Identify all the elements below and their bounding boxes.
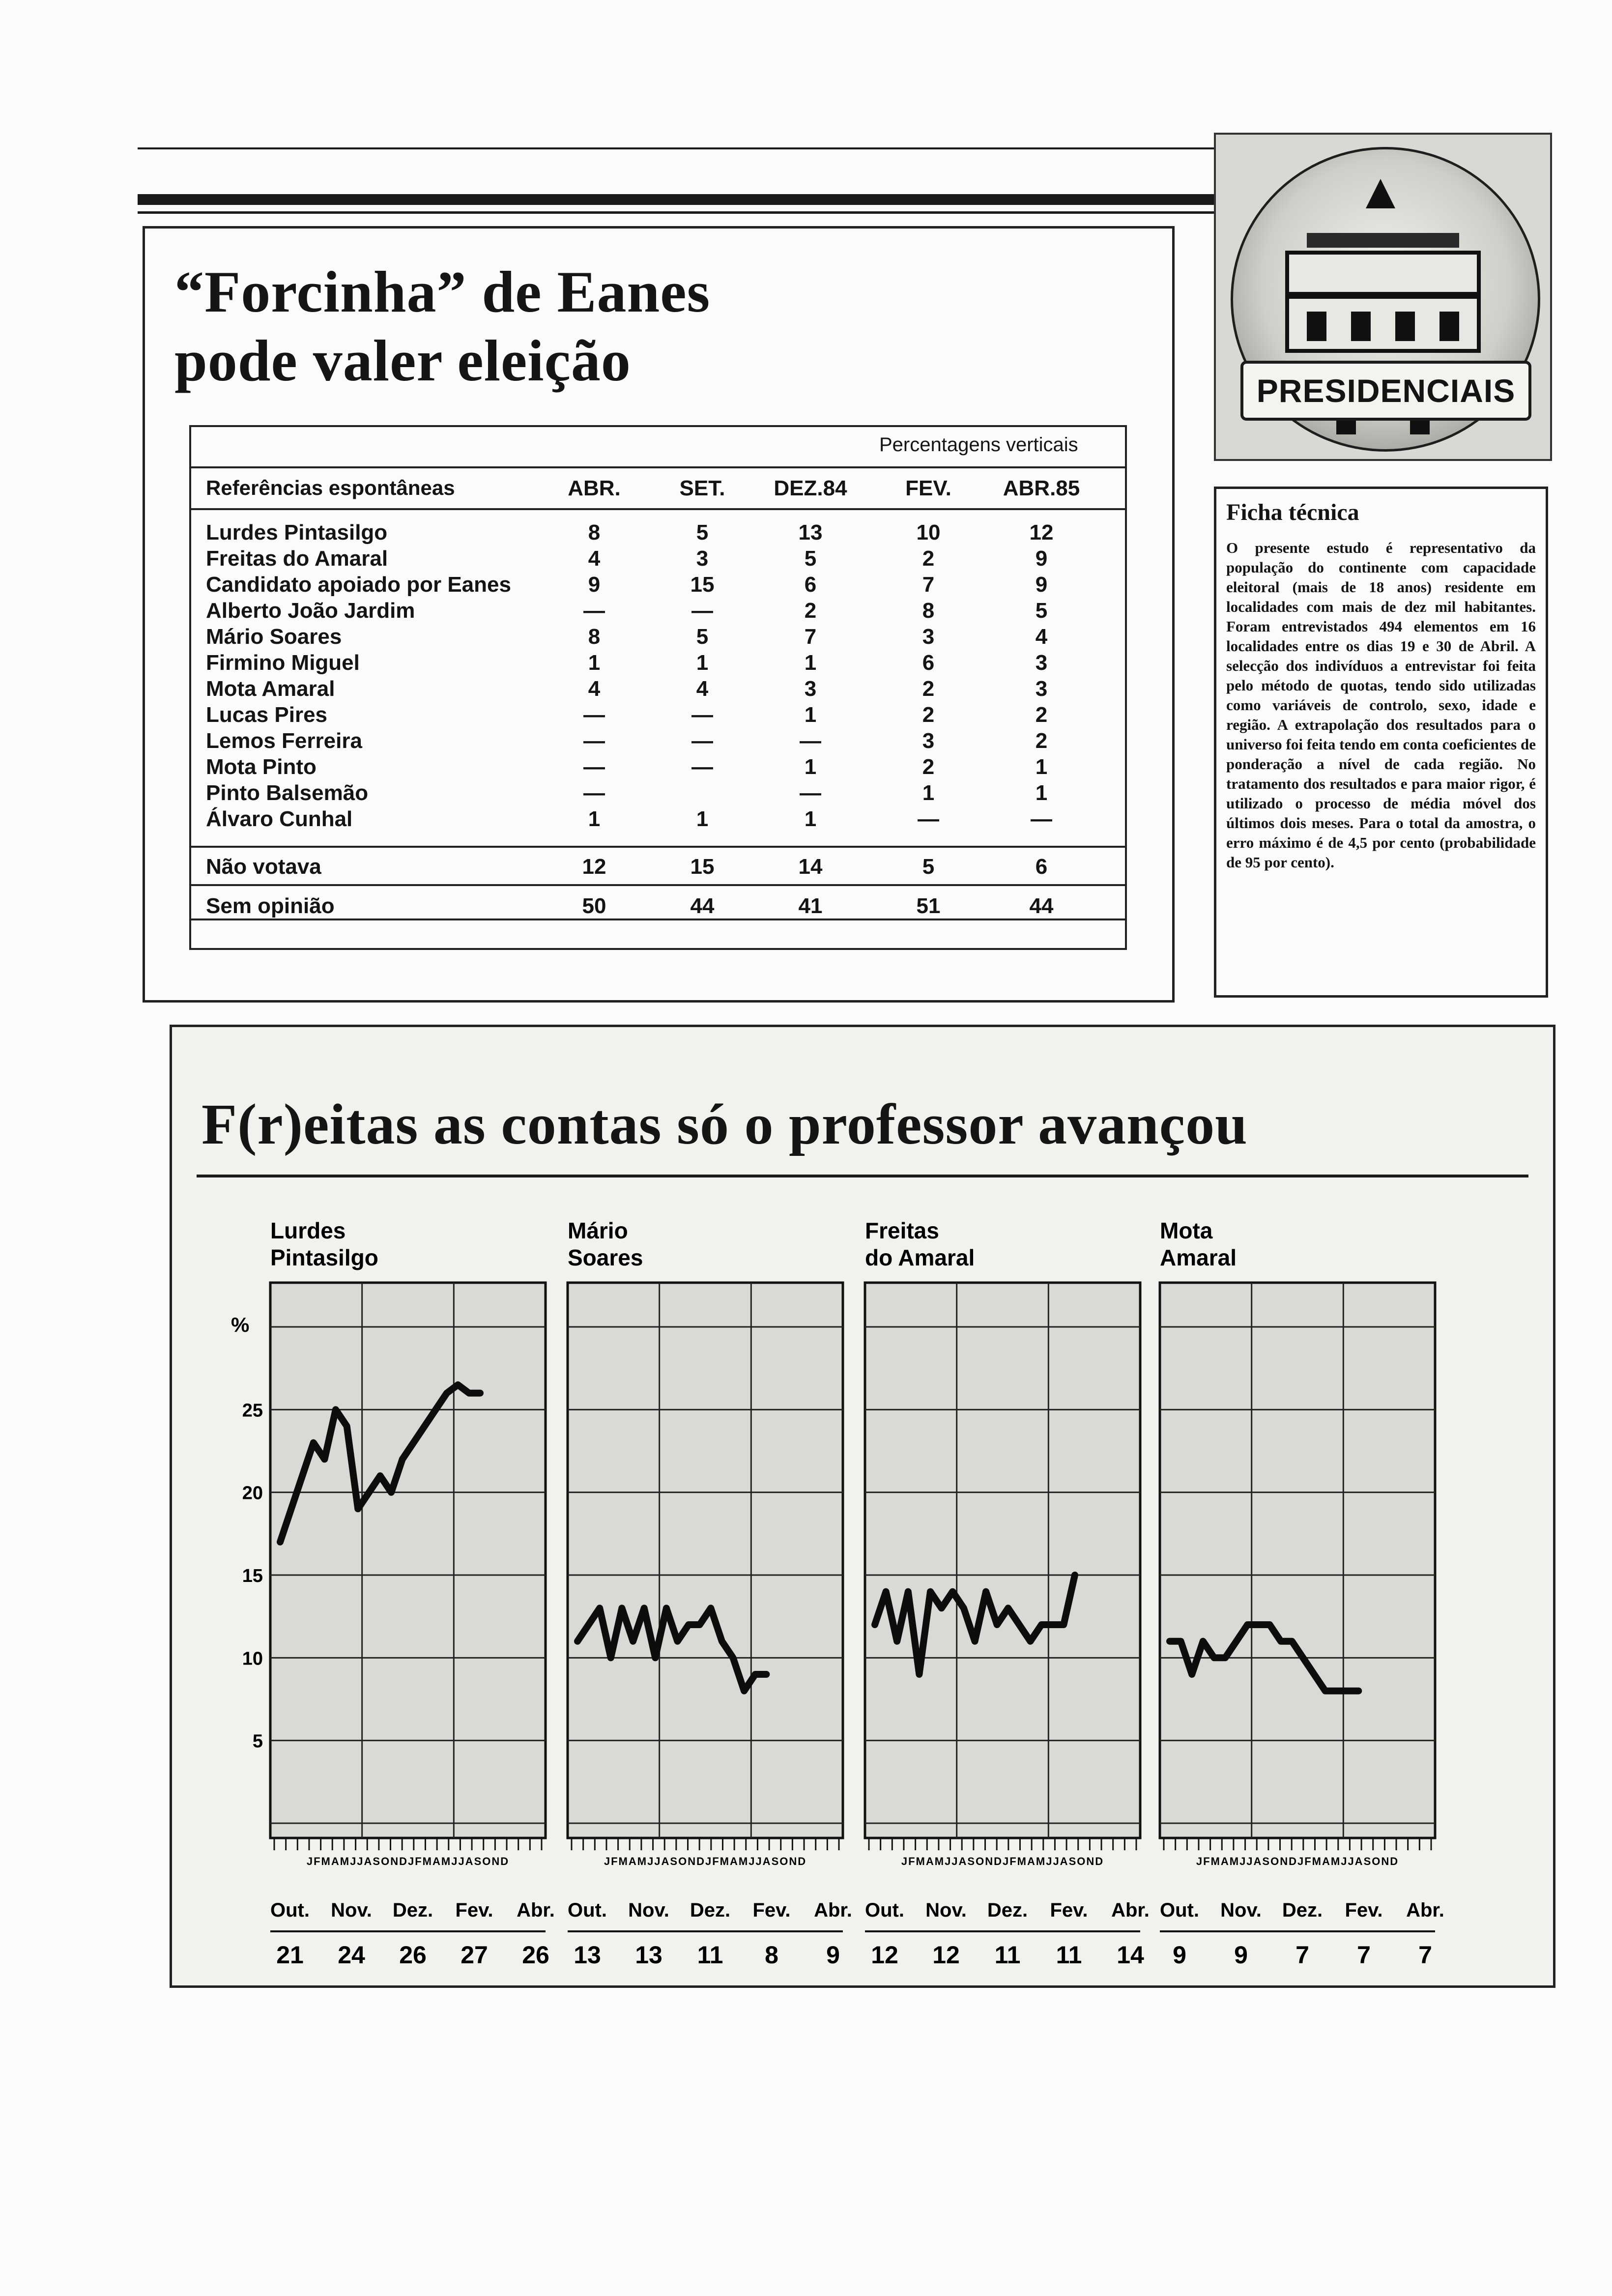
table-caption: Percentagens verticais [879, 434, 1078, 456]
table-cell: — [691, 729, 713, 753]
month-value: 26 [399, 1941, 427, 1969]
presidenciais-logo [1214, 133, 1552, 461]
ficha-title: Ficha técnica [1226, 499, 1359, 525]
table-cell: 7 [922, 573, 935, 597]
headline-eanes-2: pode valer eleição [174, 328, 631, 393]
table-rule-header [191, 508, 1125, 510]
top-rule-2 [138, 211, 1214, 214]
month-label: Out. [1160, 1899, 1199, 1921]
month-label: Nov. [331, 1899, 372, 1921]
month-value: 13 [574, 1941, 601, 1969]
table-row-label: Candidato apoiado por Eanes [206, 573, 511, 597]
table-cell: — [691, 755, 713, 779]
table-cell: — [583, 755, 605, 779]
month-label: Dez. [1282, 1899, 1323, 1921]
month-value: 26 [522, 1941, 549, 1969]
table-row-label: Pinto Balsemão [206, 781, 369, 805]
month-label: Abr. [1406, 1899, 1444, 1921]
y-tick-label: 10 [242, 1648, 263, 1669]
month-value: 11 [1056, 1941, 1082, 1969]
table-cell: 9 [1035, 573, 1048, 597]
table-cell: 51 [916, 894, 941, 918]
panel-frame [568, 1283, 843, 1838]
month-label: Fev. [752, 1899, 791, 1921]
table-cell: 12 [1029, 520, 1054, 545]
month-label: Out. [568, 1899, 607, 1921]
table-row-header: Referências espontâneas [206, 476, 455, 499]
table-cell: 2 [922, 755, 935, 779]
table-cell: 3 [804, 677, 817, 701]
table-cell: 5 [1035, 599, 1048, 623]
table-row-label: Alberto João Jardim [206, 599, 415, 623]
charts-area [172, 1027, 1553, 1985]
headline-freitas: F(r)eitas as contas só o professor avançou [202, 1092, 1248, 1156]
table-col-header: SET. [679, 476, 725, 500]
table-cell: — [583, 599, 605, 623]
month-label: Abr. [1111, 1899, 1150, 1921]
y-tick-label: 15 [242, 1566, 263, 1586]
table-cell: 3 [1035, 651, 1048, 675]
panel-name: Mário [568, 1218, 628, 1243]
table-cell: 8 [588, 520, 601, 545]
table-cell: 1 [804, 651, 817, 675]
month-value: 9 [826, 1941, 840, 1969]
table-cell: 2 [922, 677, 935, 701]
month-label: Nov. [628, 1899, 669, 1921]
month-strip: JFMAMJJASONDJFMAMJJASOND [604, 1855, 807, 1867]
table-cell: 12 [582, 855, 606, 879]
table-cell: 1 [1035, 781, 1048, 805]
table-cell: — [800, 729, 821, 753]
month-value: 12 [932, 1941, 960, 1969]
ficha-body: O presente estudo é representativo da população do continente com capacidade eleitoral (mais de 18 anos) residente em localidades com mais de dez mil habitantes. Foram entrevistados 494 elementos em 16 localidades entre os dias 19 e 30 de Abril. A selecção dos indivíduos a entrevistar foi feita pelo método de quotas, tendo sido utilizadas como variáveis de controlo, sexo, idade e região. A extrapolação dos resultados para o universo foi feita tendo em conta coeficientes de ponderação a nível de cada região. No tratamento dos resultados e para maior rigor, é utilizado o processo de média móvel dos últimos dois meses. Para o total da amostra, o erro máximo é de 4,5 por cento (probabilidade de 95 por cento). [1226, 539, 1536, 871]
table-cell: 2 [922, 703, 935, 727]
top-rule-thin [138, 147, 1214, 149]
panel-name: Lurdes [270, 1218, 346, 1243]
table-cell: 1 [804, 807, 817, 831]
month-label: Abr. [517, 1899, 555, 1921]
y-tick-label: 20 [242, 1483, 263, 1504]
table-cell: 5 [696, 625, 709, 649]
table-col-header: FEV. [905, 476, 951, 500]
table-cell: 5 [696, 520, 709, 545]
panel-frame [865, 1283, 1140, 1838]
month-value: 9 [1173, 1941, 1186, 1969]
article-eanes [143, 226, 1175, 1003]
table-cell: 6 [922, 651, 935, 675]
panel-name: Freitas [865, 1218, 939, 1243]
month-strip: JFMAMJJASONDJFMAMJJASOND [1196, 1855, 1399, 1867]
table-cell: 2 [1035, 703, 1048, 727]
panel-name: Soares [568, 1245, 643, 1270]
table-cell: 9 [1035, 546, 1048, 571]
table-cell: 4 [588, 546, 601, 571]
poll-table [189, 425, 1127, 950]
table-cell: 10 [916, 520, 941, 545]
table-cell: 8 [588, 625, 601, 649]
table-cell: 3 [1035, 677, 1048, 701]
month-value: 21 [276, 1941, 304, 1969]
table-cell: 3 [922, 729, 935, 753]
table-cell: 5 [804, 546, 817, 571]
table-cell: 15 [690, 573, 715, 597]
table-cell: 1 [922, 781, 935, 805]
table-row-label: Mota Amaral [206, 677, 335, 701]
month-value: 8 [765, 1941, 778, 1969]
article-freitas [170, 1025, 1555, 1988]
table-col-header: DEZ.84 [774, 476, 847, 500]
table-cell: 50 [582, 894, 606, 918]
month-label: Nov. [925, 1899, 967, 1921]
month-value: 9 [1234, 1941, 1248, 1969]
table-cell: 3 [922, 625, 935, 649]
month-label: Dez. [690, 1899, 731, 1921]
month-label: Fev. [1345, 1899, 1383, 1921]
table-col-header: ABR.85 [1003, 476, 1080, 500]
table-rule-summary-2 [191, 884, 1125, 886]
table-cell: 15 [690, 855, 715, 879]
month-value: 27 [461, 1941, 488, 1969]
panel-frame [270, 1283, 546, 1838]
table-cell: — [583, 781, 605, 805]
month-value: 7 [1418, 1941, 1432, 1969]
panel-name: Pintasilgo [270, 1245, 378, 1270]
table-cell: 8 [922, 599, 935, 623]
table-row-label: Lemos Ferreira [206, 729, 362, 753]
month-label: Out. [270, 1899, 310, 1921]
table-cell: 1 [1035, 755, 1048, 779]
ficha-tecnica [1214, 487, 1548, 998]
month-label: Out. [865, 1899, 904, 1921]
table-cell: — [691, 599, 713, 623]
month-value: 7 [1357, 1941, 1371, 1969]
table-cell: 4 [696, 677, 709, 701]
month-label: Dez. [392, 1899, 433, 1921]
table-cell: — [1031, 807, 1052, 831]
table-cell: 9 [588, 573, 601, 597]
month-value: 13 [635, 1941, 662, 1969]
table-row-label: Firmino Miguel [206, 651, 360, 675]
table-rule-bottom [191, 918, 1125, 920]
table-cell: — [583, 703, 605, 727]
table-cell: 5 [922, 855, 935, 879]
table-cell: 1 [588, 651, 601, 675]
table-cell: 2 [804, 599, 817, 623]
table-cell: 1 [696, 651, 709, 675]
month-value: 24 [338, 1941, 365, 1969]
y-tick-label: 25 [242, 1400, 263, 1421]
table-cell: 6 [1035, 855, 1048, 879]
table-cell: 44 [690, 894, 715, 918]
table-cell: 13 [798, 520, 823, 545]
table-cell: 1 [696, 807, 709, 831]
table-cell: — [583, 729, 605, 753]
table-cell: 14 [798, 855, 823, 879]
month-value: 11 [697, 1941, 723, 1969]
table-col-header: ABR. [568, 476, 621, 500]
table-cell: 2 [922, 546, 935, 571]
table-rule-top [191, 466, 1125, 468]
month-label: Nov. [1220, 1899, 1262, 1921]
month-value: 7 [1295, 1941, 1309, 1969]
table-cell: 1 [588, 807, 601, 831]
table-row-label: Mário Soares [206, 625, 342, 649]
table-row-label: Álvaro Cunhal [206, 807, 353, 831]
table-cell: 1 [804, 703, 817, 727]
table-cell: 6 [804, 573, 817, 597]
panel-name: Mota [1160, 1218, 1213, 1243]
month-label: Dez. [987, 1899, 1028, 1921]
table-row-label: Lurdes Pintasilgo [206, 520, 388, 545]
table-row-label: Não votava [206, 855, 321, 879]
table-cell: — [691, 703, 713, 727]
month-label: Abr. [814, 1899, 852, 1921]
panel-frame [1160, 1283, 1435, 1838]
table-row-label: Mota Pinto [206, 755, 317, 779]
table-cell: 44 [1029, 894, 1054, 918]
table-cell: — [918, 807, 939, 831]
table-cell: 1 [804, 755, 817, 779]
table-rule-summary [191, 846, 1125, 848]
panel-name: Amaral [1160, 1245, 1237, 1270]
table-cell: 4 [1035, 625, 1048, 649]
table-cell: — [800, 781, 821, 805]
top-rule-thick [138, 194, 1214, 205]
month-label: Fev. [455, 1899, 493, 1921]
table-cell: 7 [804, 625, 817, 649]
table-cell: 4 [588, 677, 601, 701]
table-cell: 41 [798, 894, 823, 918]
table-row-label: Lucas Pires [206, 703, 328, 727]
y-tick-label: 5 [252, 1731, 263, 1752]
y-axis-unit: % [231, 1313, 250, 1336]
month-value: 11 [994, 1941, 1021, 1969]
month-strip: JFMAMJJASONDJFMAMJJASOND [901, 1855, 1104, 1867]
logo-banner: PRESIDENCIAIS [1240, 361, 1531, 421]
month-strip: JFMAMJJASONDJFMAMJJASOND [306, 1855, 510, 1867]
headline-eanes-1: “Forcinha” de Eanes [174, 259, 711, 324]
table-cell: 3 [696, 546, 709, 571]
month-value: 14 [1117, 1941, 1144, 1969]
table-row-label: Freitas do Amaral [206, 546, 388, 571]
month-value: 12 [871, 1941, 898, 1969]
panel-name: do Amaral [865, 1245, 975, 1270]
table-cell: 2 [1035, 729, 1048, 753]
table-row-label: Sem opinião [206, 894, 335, 918]
month-label: Fev. [1050, 1899, 1088, 1921]
